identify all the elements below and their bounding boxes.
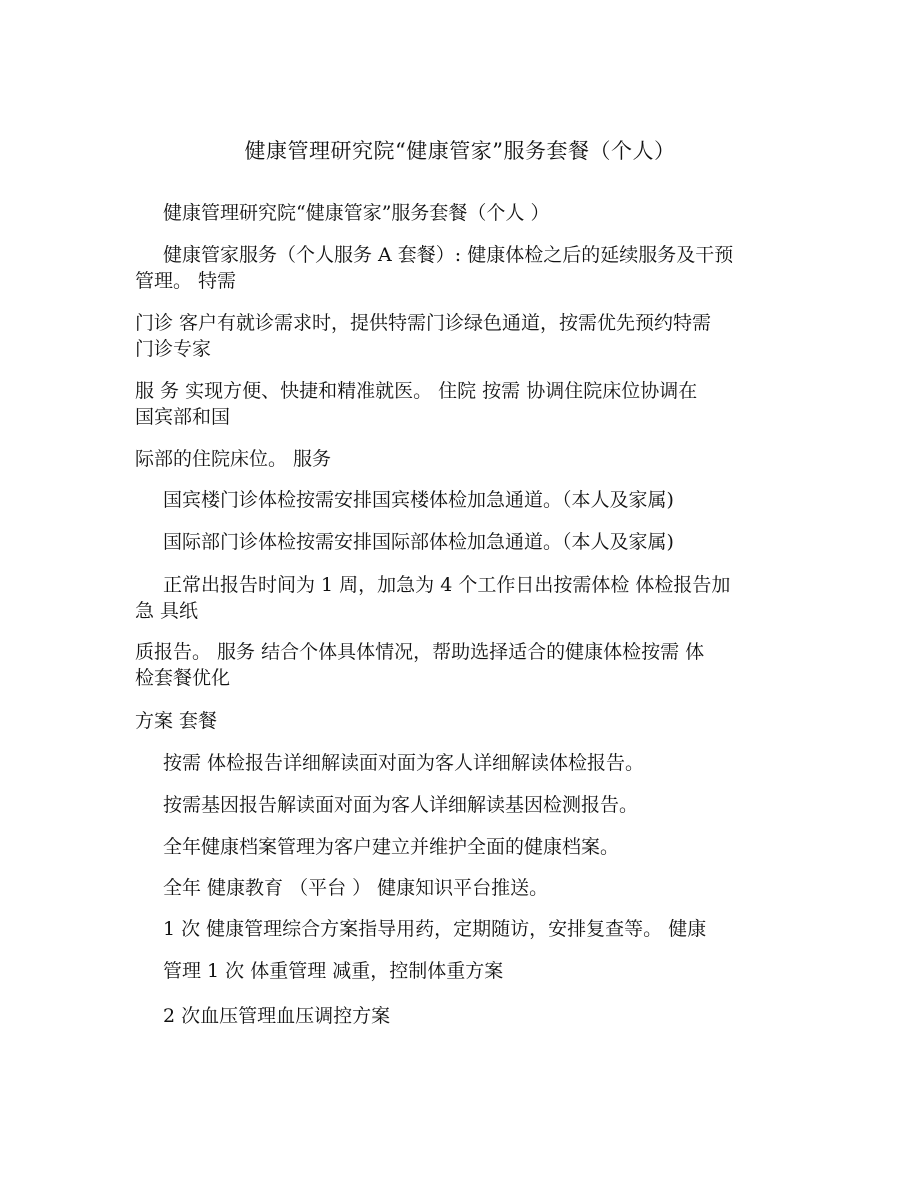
- paragraph-line: 急 具纸: [135, 600, 199, 622]
- paragraph-line: 国际部门诊体检按需安排国际部体检加急通道。（本人及家属): [163, 531, 674, 553]
- paragraph-line: 管理。 特需: [135, 270, 237, 292]
- paragraph-line: 按需基因报告解读面对面为客人详细解读基因检测报告。: [163, 794, 639, 816]
- paragraph-line: 1 次 健康管理综合方案指导用药，定期随访，安排复查等。 健康: [163, 918, 707, 940]
- paragraph-line: 管理 1 次 体重管理 减重，控制体重方案: [163, 960, 504, 982]
- paragraph-line: 国宾楼门诊体检按需安排国宾楼体检加急通道。（本人及家属): [163, 489, 674, 511]
- paragraph-line: 全年 健康教育 （平台 ） 健康知识平台推送。: [163, 877, 549, 899]
- paragraph-line: 按需 体检报告详细解读面对面为客人详细解读体检报告。: [163, 752, 645, 774]
- paragraph-line: 健康管理研究院“健康管家”服务套餐（个人 ）: [163, 202, 550, 224]
- paragraph-line: 全年健康档案管理为客户建立并维护全面的健康档案。: [163, 836, 620, 858]
- document-title: 健康管理研究院“健康管家”服务套餐（个人）: [244, 139, 676, 163]
- paragraph-line: 质报告。 服务 结合个体具体情况，帮助选择适合的健康体检按需 体: [135, 641, 705, 663]
- paragraph-line: 方案 套餐: [135, 710, 218, 732]
- paragraph-line: 检套餐优化: [135, 667, 231, 689]
- paragraph-line: 2 次血压管理血压调控方案: [163, 1005, 391, 1027]
- paragraph-line: 门诊 客户有就诊需求时，提供特需门诊绿色通道，按需优先预约特需: [135, 312, 712, 334]
- paragraph-line: 健康管家服务（个人服务 A 套餐）: 健康体检之后的延续服务及干预: [163, 244, 734, 266]
- paragraph-line: 国宾部和国: [135, 406, 231, 428]
- paragraph-line: 际部的住院床位。 服务: [135, 448, 332, 470]
- paragraph-line: 正常出报告时间为 1 周，加急为 4 个工作日出按需体检 体检报告加: [163, 574, 731, 596]
- paragraph-line: 服 务 实现方便、快捷和精准就医。 住院 按需 协调住院床位协调在: [135, 380, 698, 402]
- paragraph-line: 门诊专家: [135, 338, 212, 360]
